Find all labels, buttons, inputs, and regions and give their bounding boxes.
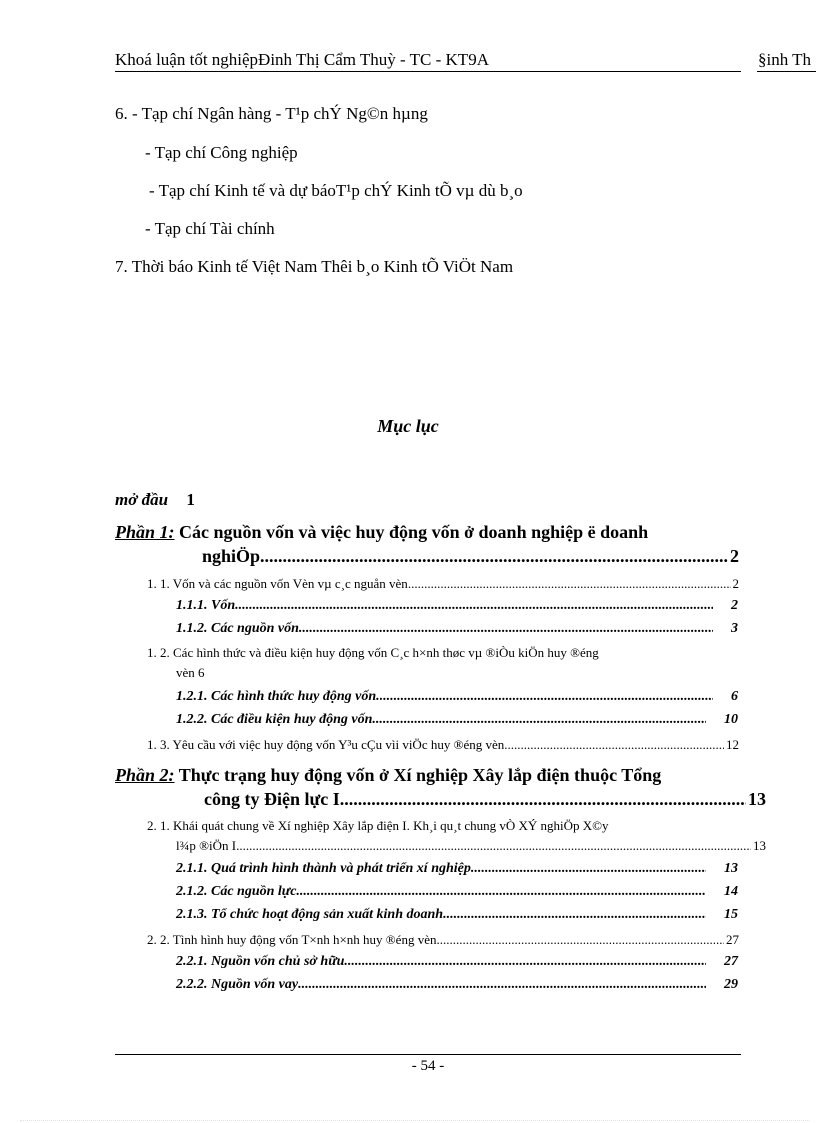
toc-part1-title: Các nguồn vốn và việc huy động vốn ở doanh nghiệp ë doanh bbox=[174, 522, 649, 542]
toc-2-1-2-page: 14 bbox=[724, 884, 738, 899]
toc-part2-label: Phần 2: bbox=[115, 765, 175, 785]
toc-2-1-3-page: 15 bbox=[724, 907, 738, 922]
toc-leader bbox=[443, 907, 706, 923]
toc-intro-page: 1 bbox=[186, 490, 195, 509]
toc-leader bbox=[380, 689, 713, 705]
toc-leader bbox=[340, 789, 746, 810]
toc-1-1-2 bbox=[176, 621, 738, 637]
toc-2-2-2 bbox=[176, 977, 738, 993]
toc-1-1-page: 2 bbox=[732, 576, 739, 591]
toc-2-1-page: 13 bbox=[753, 838, 766, 853]
toc-leader bbox=[299, 621, 713, 637]
toc-part1-title-cont: nghiÖp bbox=[202, 546, 261, 566]
running-header bbox=[115, 48, 816, 72]
toc-part1-page: 2 bbox=[730, 546, 739, 566]
toc-1-2-line1: 1. 2. Các hình thức và điều kiện huy động vốn C¸c h×nh thøc vµ ®iÒu kiÖn huy ®éng bbox=[147, 645, 599, 660]
toc-1-2-2 bbox=[176, 712, 738, 728]
header-left-text: Khoá luận tốt nghiệpĐinh Thị Cẩm Thuỳ - TC - KT9A bbox=[115, 50, 489, 69]
toc-intro bbox=[115, 490, 195, 510]
toc-2-2-1-page: 27 bbox=[724, 954, 738, 969]
toc-2-1-line2 bbox=[176, 838, 766, 854]
toc-title: Mục lục bbox=[377, 416, 439, 436]
toc-leader bbox=[296, 884, 706, 900]
toc-1-1-2-text: 1.1.2. Các nguồn vốn bbox=[176, 621, 299, 636]
toc-2-1-1-text: 2.1.1. Quá trình hình thành và phát triển xí nghiệp. bbox=[176, 861, 475, 876]
reference-6: 6. - Tạp chí Ngân hàng - T¹p chÝ Ng©n hµng bbox=[115, 104, 428, 123]
toc-1-1-1-page: 2 bbox=[731, 598, 738, 613]
toc-2-1-3 bbox=[176, 907, 738, 923]
footer-rule bbox=[115, 1054, 741, 1055]
toc-leader bbox=[474, 861, 706, 877]
toc-2-1-2 bbox=[176, 884, 738, 900]
reference-kinh-te: - Tạp chí Kinh tế và dự báoT¹p chÝ Kinh tÕ vµ dù b¸o bbox=[149, 181, 523, 200]
toc-leader bbox=[372, 712, 706, 728]
toc-2-2-1 bbox=[176, 954, 738, 970]
toc-1-2-2-text: 1.2.2. Các điều kiện huy động vốn bbox=[176, 712, 373, 727]
reference-tai-chinh: - Tạp chí Tài chính bbox=[145, 219, 275, 238]
toc-2-1-3-text: 2.1.3. Tổ chức hoạt động sản xuất kinh doanh bbox=[176, 907, 444, 922]
toc-2-1-1-page: 13 bbox=[724, 861, 738, 876]
reference-7: 7. Thời báo Kinh tế Việt Nam Thêi b¸o Kinh tÕ ViÖt Nam bbox=[115, 257, 514, 276]
toc-leader bbox=[239, 838, 751, 854]
header-rule bbox=[115, 71, 741, 72]
page-number: - 54 - bbox=[411, 1058, 445, 1074]
toc-2-2-text: 2. 2. Tình hình huy động vốn T×nh h×nh huy ®éng vèn bbox=[147, 932, 437, 947]
toc-1-1 bbox=[147, 576, 739, 592]
toc-2-2-page: 27 bbox=[726, 932, 739, 947]
toc-leader bbox=[436, 932, 724, 948]
toc-leader bbox=[408, 576, 731, 592]
toc-1-1-2-page: 3 bbox=[731, 621, 738, 636]
header-rule-right bbox=[757, 71, 816, 72]
toc-1-2-line2: vèn 6 bbox=[176, 665, 205, 680]
toc-leader bbox=[504, 737, 724, 753]
toc-2-1-1 bbox=[176, 861, 738, 877]
toc-1-2-1-text: 1.2.1. Các hình thức huy động vốn. bbox=[176, 689, 380, 704]
toc-leader bbox=[344, 954, 706, 970]
reference-cong-nghiep: - Tạp chí Công nghiệp bbox=[145, 143, 298, 162]
toc-2-1-2-text: 2.1.2. Các nguồn lực bbox=[176, 884, 297, 899]
toc-part2-line1 bbox=[115, 765, 661, 786]
toc-2-2 bbox=[147, 932, 739, 948]
toc-2-1-text-cont: l¾p ®iÖn I. bbox=[176, 838, 240, 853]
toc-leader bbox=[298, 977, 706, 993]
toc-1-3-page: 12 bbox=[726, 737, 739, 752]
toc-1-3-text: 1. 3. Yêu cầu với việc huy động vốn Y³u cÇu vìi viÖc huy ®éng vèn bbox=[147, 737, 505, 752]
toc-1-2-1 bbox=[176, 689, 738, 705]
toc-2-2-2-text: 2.2.2. Nguồn vốn vay bbox=[176, 977, 299, 992]
toc-leader bbox=[235, 598, 713, 614]
toc-intro-label: mở đầu bbox=[115, 490, 169, 509]
toc-part1-label: Phần 1: bbox=[115, 522, 175, 542]
toc-part2-title: Thực trạng huy động vốn ở Xí nghiệp Xây lắp điện thuộc Tổng bbox=[174, 765, 662, 785]
toc-leader bbox=[260, 546, 728, 567]
toc-part1-line1 bbox=[115, 522, 648, 543]
toc-1-1-text: 1. 1. Vốn và các nguồn vốn Vèn vµ c¸c nguån vèn bbox=[147, 576, 408, 591]
toc-1-1-1 bbox=[176, 598, 738, 614]
toc-2-2-2-page: 29 bbox=[724, 977, 738, 992]
header-right-text: §inh Th bbox=[758, 50, 812, 69]
toc-part1-line2 bbox=[202, 546, 739, 567]
toc-part2-page: 13 bbox=[748, 789, 766, 809]
toc-1-3 bbox=[147, 737, 739, 753]
toc-2-1-line1: 2. 1. Khái quát chung về Xí nghiệp Xây lắp điện I. Kh¸i qu¸t chung vÒ XÝ nghiÖp X©y bbox=[147, 818, 609, 833]
toc-2-2-1-text: 2.2.1. Nguồn vốn chủ sở hữu bbox=[176, 954, 345, 969]
toc-1-2-2-page: 10 bbox=[724, 712, 738, 727]
toc-1-2-1-page: 6 bbox=[731, 689, 738, 704]
toc-part2-title-cont: công ty Điện lực I bbox=[204, 789, 340, 809]
toc-1-1-1-text: 1.1.1. Vốn bbox=[176, 598, 236, 613]
toc-part2-line2 bbox=[204, 789, 766, 810]
page-edge bbox=[20, 1120, 810, 1121]
